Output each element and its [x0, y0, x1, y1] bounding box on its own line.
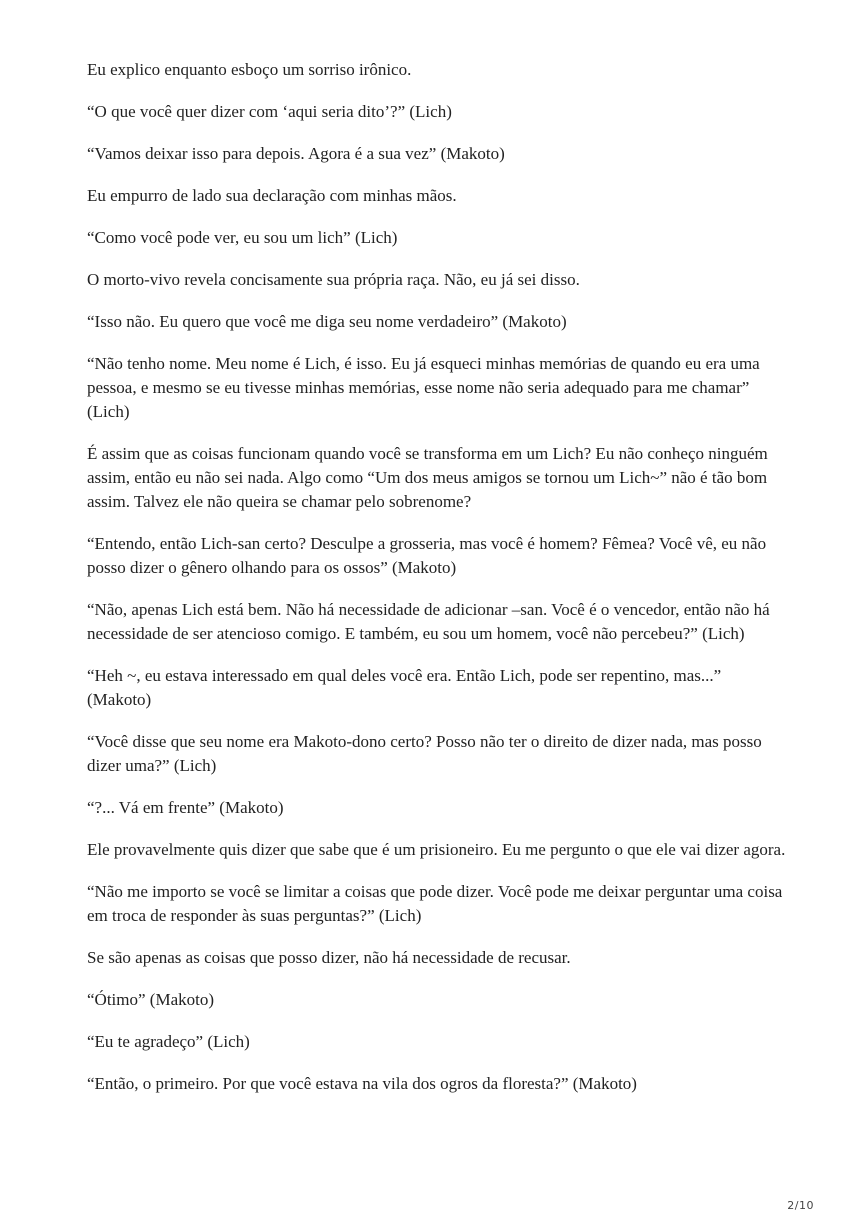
- paragraph: “Como você pode ver, eu sou um lich” (Lich): [87, 228, 398, 247]
- paragraph: Eu explico enquanto esboço um sorriso irônico.: [87, 60, 412, 79]
- paragraph: “Isso não. Eu quero que você me diga seu nome verdadeiro” (Makoto): [87, 312, 567, 331]
- paragraph: É assim que as coisas funcionam quando você se transforma em um Lich? Eu não conheço ninguém assim, então eu não sei nada. Algo como “Um dos meus amigos se tornou um Lich~” não é tão bom assim. Talvez ele não queira se chamar pelo sobrenome?: [87, 444, 768, 511]
- paragraph: “Heh ~, eu estava interessado em qual deles você era. Então Lich, pode ser repentino, mas...” (Makoto): [87, 666, 722, 709]
- paragraph: “Vamos deixar isso para depois. Agora é a sua vez” (Makoto): [87, 144, 505, 163]
- paragraph: “Não tenho nome. Meu nome é Lich, é isso. Eu já esqueci minhas memórias de quando eu era uma pessoa, e mesmo se eu tivesse minhas memórias, esse nome não seria adequado para me chamar” (Lich): [87, 354, 760, 421]
- paragraph: “Entendo, então Lich-san certo? Desculpe a grosseria, mas você é homem? Fêmea? Você vê, eu não posso dizer o gênero olhando para os ossos” (Makoto): [87, 534, 767, 577]
- paragraph: “Então, o primeiro. Por que você estava na vila dos ogros da floresta?” (Makoto): [87, 1074, 637, 1093]
- paragraph: “Você disse que seu nome era Makoto-dono certo? Posso não ter o direito de dizer nada, mas posso dizer uma?” (Lich): [87, 732, 762, 775]
- paragraph: “Não, apenas Lich está bem. Não há necessidade de adicionar –san. Você é o vencedor, então não há necessidade de ser atencioso comigo. E também, eu sou um homem, você não percebeu?” (Lich): [87, 600, 770, 643]
- paragraph: “?... Vá em frente” (Makoto): [87, 798, 284, 817]
- paragraph: “Ótimo” (Makoto): [87, 990, 214, 1009]
- paragraph: O morto-vivo revela concisamente sua própria raça. Não, eu já sei disso.: [87, 270, 580, 289]
- paragraph: “Não me importo se você se limitar a coisas que pode dizer. Você pode me deixar perguntar uma coisa em troca de responder às suas perguntas?” (Lich): [87, 882, 783, 925]
- document-body: [87, 58, 787, 1114]
- paragraph: “Eu te agradeço” (Lich): [87, 1032, 250, 1051]
- paragraph: Eu empurro de lado sua declaração com minhas mãos.: [87, 186, 457, 205]
- page-number: 2/10: [787, 1199, 814, 1212]
- paragraph: Ele provavelmente quis dizer que sabe que é um prisioneiro. Eu me pergunto o que ele vai dizer agora.: [87, 840, 786, 859]
- paragraph: “O que você quer dizer com ‘aqui seria dito’?” (Lich): [87, 102, 452, 121]
- paragraph: Se são apenas as coisas que posso dizer, não há necessidade de recusar.: [87, 948, 571, 967]
